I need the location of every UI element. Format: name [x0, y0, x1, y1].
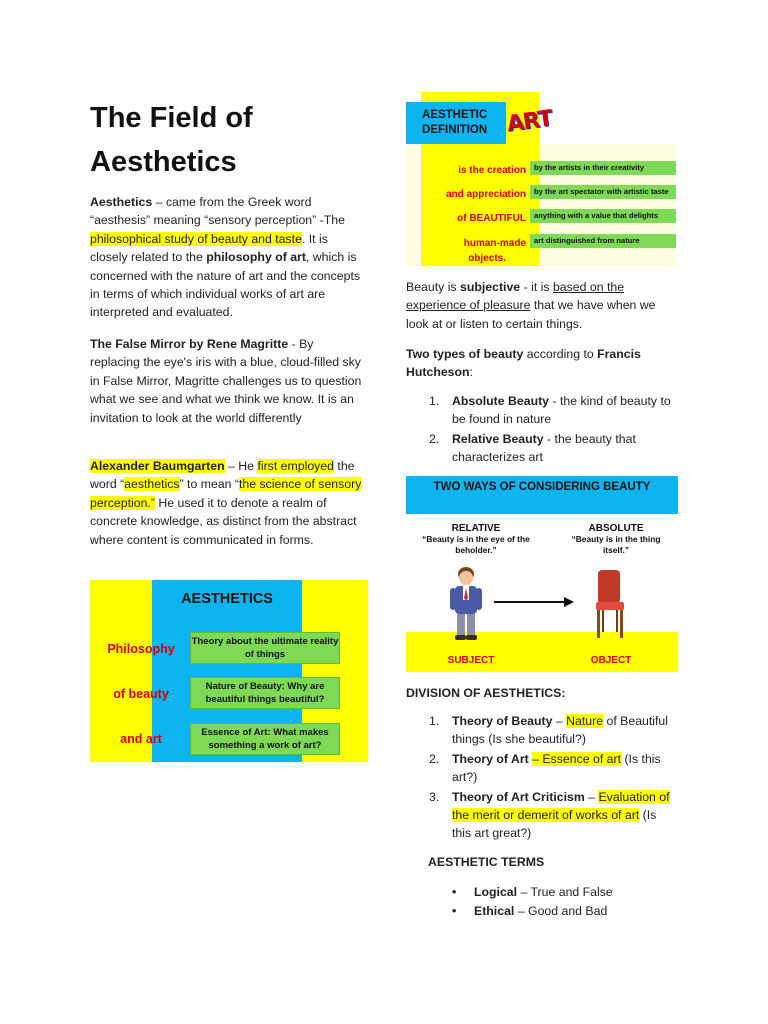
theory-of-art-criticism-term: Theory of Art Criticism: [452, 789, 585, 804]
underline-experience-of-pleasure: based on the experience of pleasure: [406, 280, 625, 313]
two-types-paragraph: [406, 345, 678, 382]
diagram-box-nature-of-beauty: Nature of Beauty: Why are beautiful things beautiful?: [190, 677, 340, 709]
text: – came from the Greek word “aesthesis” meaning “sensory perception” -The: [90, 195, 345, 228]
text: - the beauty that characterizes art: [452, 431, 636, 465]
definition-label-beautiful: of BEAUTIFUL: [457, 213, 526, 224]
bullet-icon: •: [452, 904, 457, 919]
diagram-box-reality: Theory about the ultimate reality of things: [190, 632, 340, 664]
diagram-label-of-beauty: of beauty: [113, 687, 169, 701]
text: (Is this art great?): [452, 808, 657, 841]
list-number: 2.: [429, 751, 440, 766]
theory-of-art-term: Theory of Art: [452, 751, 529, 766]
list-item-theory-of-beauty: [406, 712, 678, 749]
absolute-label: ABSOLUTE: [588, 523, 644, 534]
highlight-essence-of-art: – Essence of art: [532, 751, 622, 766]
absolute-quote: “Beauty is in the thing itself.”: [571, 534, 661, 555]
relative-beauty-term: Relative Beauty: [452, 431, 544, 446]
logical-term: Logical: [474, 885, 518, 899]
list-number: 1.: [429, 394, 440, 408]
definition-label-human-made: human-made: [463, 238, 526, 249]
arrow-right-icon: [494, 596, 574, 608]
theory-of-beauty-term: Theory of Beauty: [452, 714, 553, 728]
two-ways-diagram: [406, 476, 678, 672]
text: (Is this art?): [452, 751, 661, 785]
text: . It is closely related to the: [90, 231, 328, 265]
text: –: [552, 714, 567, 728]
definition-label-creation: is the creation: [458, 165, 526, 176]
two-ways-title: TWO WAYS OF CONSIDERING BEAUTY: [406, 476, 678, 514]
text: – True and False: [517, 885, 613, 899]
text: the word “: [90, 459, 355, 492]
relative-quote: “Beauty is in the eye of the beholder.”: [422, 534, 530, 555]
list-item-theory-of-art-criticism: [406, 788, 678, 843]
diagram-header: AESTHETICS: [181, 591, 273, 607]
text: , which is concerned with the nature of art and the concepts in terms of which individual works of art are interpreted and evaluated.: [90, 250, 361, 320]
definition-box-nature: art distinguished from nature: [530, 234, 676, 248]
definition-header: AESTHETIC DEFINITION: [406, 102, 506, 144]
beauty-subjective-paragraph: [406, 278, 678, 333]
absolute-beauty-term: Absolute Beauty: [452, 394, 550, 408]
text: - it is: [520, 280, 553, 294]
hutcheson-name: Francis Hutcheson: [406, 347, 641, 380]
list-number: 3.: [429, 789, 440, 804]
list-item-ethical: [406, 902, 678, 920]
diagram-label-philosophy: Philosophy: [107, 642, 175, 656]
baumgarten-paragraph: [90, 457, 365, 549]
diagram-box-essence-of-art: Essence of Art: What makes something a work of art?: [190, 723, 340, 755]
aesthetics-definition-paragraph: [90, 193, 365, 322]
text: –: [584, 789, 599, 804]
list-number: 2.: [429, 431, 440, 446]
two-types-term: Two types of beauty: [406, 347, 524, 361]
definition-box-delights: anything with a value that delights: [530, 209, 676, 223]
beauty-types-list: [406, 392, 678, 467]
aesthetic-terms-heading-text: AESTHETIC TERMS: [428, 855, 545, 869]
list-item-theory-of-art: [406, 750, 678, 787]
highlight-aesthetics: aesthetics: [124, 477, 180, 492]
subjective-term: subjective: [460, 280, 521, 294]
title-line-2: Aesthetics: [90, 146, 237, 178]
person-icon: [446, 564, 486, 642]
list-item-relative-beauty: [406, 430, 678, 467]
page-title: [90, 96, 370, 184]
list-item-logical: [406, 883, 678, 901]
list-number: 1.: [429, 714, 440, 728]
text: - the kind of beauty to be found in nature: [452, 394, 671, 427]
text: that we have when we look at or listen to certain things.: [406, 298, 656, 331]
highlight-nature: Nature: [566, 714, 604, 728]
title-line-1: The Field of: [90, 102, 253, 134]
art-word-logo: ART: [505, 106, 554, 138]
division-list: [406, 712, 678, 843]
diagram-label-and-art: and art: [120, 732, 162, 746]
highlight-first-employed: first employed: [257, 459, 334, 473]
aesthetics-diagram: [90, 580, 368, 762]
baumgarten-name: Alexander Baumgarten: [90, 459, 225, 473]
text: - By replacing the eye's iris with a blue, cloud-filled sky in False Mirror, Magritte challenges us to question what we see and what we think we know. It is an invitation to look at the world differently: [90, 337, 362, 425]
aesthetics-term: Aesthetics: [90, 195, 153, 209]
aesthetic-terms-heading: [428, 853, 678, 871]
highlight-science-of-sensory-perception: the science of sensory perception.”: [90, 477, 362, 510]
definition-box-artistic-taste: by the art spectator with artistic taste: [530, 185, 676, 199]
highlight-philosophical-study: philosophical study of beauty and taste: [90, 231, 302, 246]
text: of Beautiful things (Is she beautiful?): [452, 714, 669, 747]
relative-label: RELATIVE: [451, 523, 501, 534]
chair-icon: [590, 568, 630, 640]
philosophy-of-art-term: philosophy of art: [206, 250, 306, 265]
text: ” to mean “: [179, 477, 240, 492]
text: :: [469, 365, 473, 380]
object-label: OBJECT: [590, 655, 632, 666]
aesthetic-definition-diagram: [406, 92, 676, 266]
text: – He: [224, 459, 258, 473]
false-mirror-paragraph: [90, 335, 365, 427]
definition-label-appreciation: and appreciation: [445, 189, 526, 200]
definition-box-creativity: by the artists in their creativity: [530, 161, 676, 175]
false-mirror-title: The False Mirror by Rene Magritte: [90, 337, 289, 351]
division-heading-text: DIVISION OF AESTHETICS:: [406, 686, 566, 700]
text: He used it to denote a realm of concrete knowledge, as distinct from the abstract where content is communicated in forms.: [90, 495, 357, 547]
aesthetic-terms-list: [406, 883, 678, 921]
division-heading: [406, 684, 678, 702]
definition-label-objects: objects.: [468, 253, 506, 264]
bullet-icon: •: [452, 885, 457, 899]
text: according to: [523, 347, 598, 361]
list-item-absolute-beauty: [406, 392, 678, 429]
text: – Good and Bad: [514, 904, 608, 919]
ethical-term: Ethical: [474, 904, 515, 919]
subject-label: SUBJECT: [447, 655, 495, 666]
text: Beauty is: [406, 280, 460, 294]
highlight-evaluation: Evaluation of the merit or demerit of works of art: [452, 789, 670, 823]
